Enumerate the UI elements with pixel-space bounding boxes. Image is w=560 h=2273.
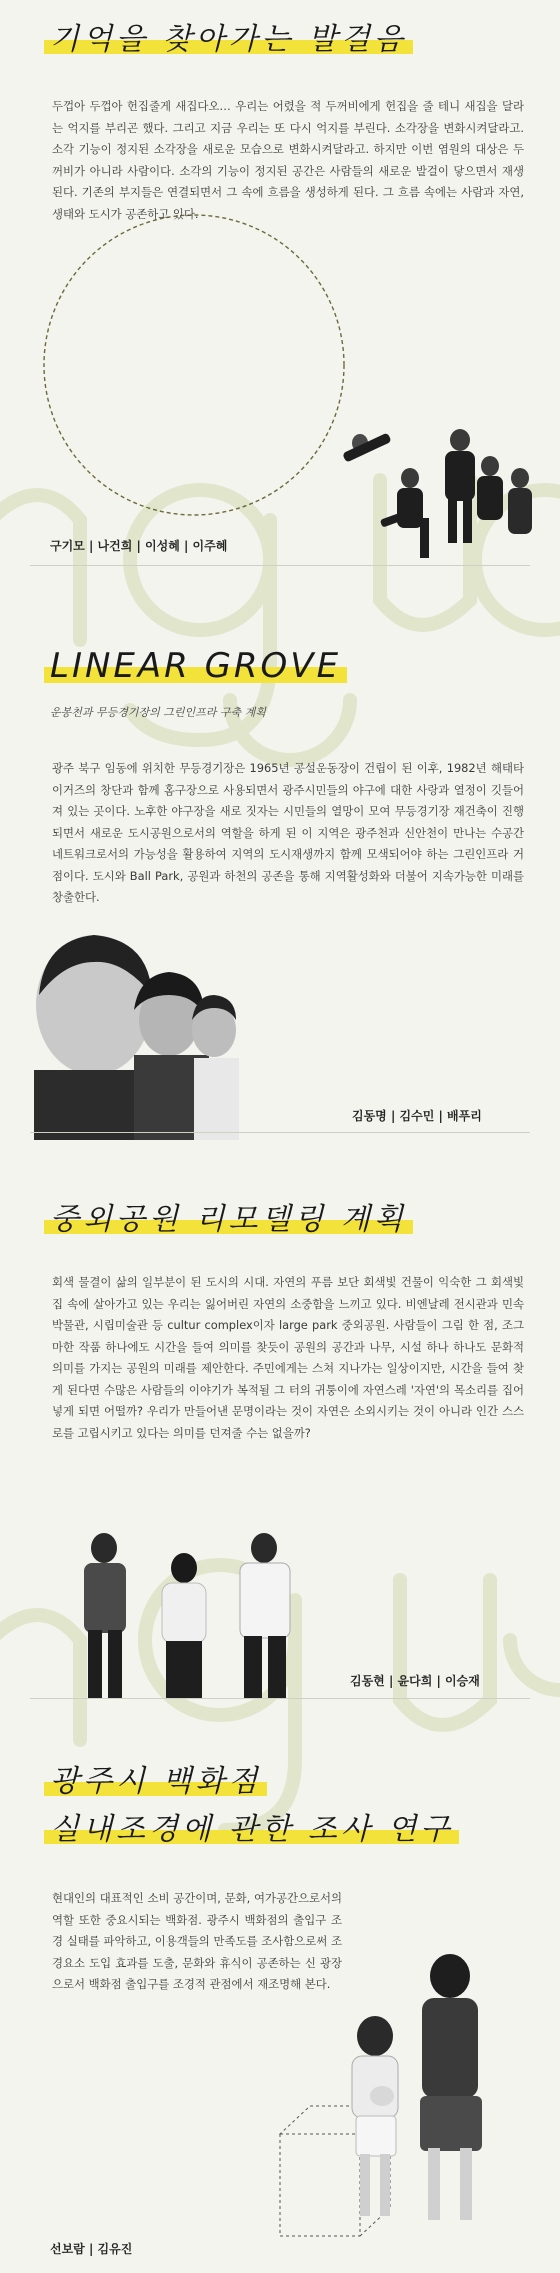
section-4-credits: 선보람 | 김유진: [50, 2242, 133, 2256]
section-2-subtitle: 운봉천과 무등경기장의 그린인프라 구축 계획: [50, 706, 266, 719]
section-2-title: LINEAR GROVE: [44, 646, 347, 686]
section-3-divider: [30, 1698, 530, 1699]
group-photo-1: [330, 418, 540, 568]
section-3-credits: 김동현 | 윤다희 | 이승재: [350, 1674, 480, 1688]
group-photo-3: [44, 1528, 344, 1698]
section-2-credits: 김동명 | 김수민 | 배푸리: [352, 1109, 482, 1123]
section-3-title: 중외공원 리모델링 계획: [44, 1194, 413, 1238]
section-2-divider: [30, 1132, 530, 1133]
group-photo-2: [34, 900, 274, 1140]
section-4-title-line2: 실내조경에 관한 조사 연구: [44, 1804, 459, 1848]
section-4: [0, 1720, 560, 2273]
section-3-body: 회색 물결이 삶의 일부분이 된 도시의 시대. 자연의 푸름 보단 회색빛 건물이 익숙한 그 회색빛 집 속에 살아가고 있는 우리는 잃어버린 자연의 소중함을 느끼고 있다. 비엔날레 전시관과 민속박물관, 시립미술관 등 cultur complex이자 large park 중외공원. 사람들이 그림 한 점, 조그마한 작품 하나에도 시간을 들여 의미를 찾듯이 공원의 공간과 나무, 시설 하나 하나도 문화적 의미를 가지는 공원의 미래를 제안한다. 주민에게는 스쳐 지나가는 일상이지만, 시간을 들여 찾게 된다면 수많은 사람들의 이야기가 복적될 그 터의 귀퉁이에 자연스레 '자연'의 목소리를 집어넣게 되면 어떨까? 우리가 만들어낸 문명이라는 것이 자연은 소외시키는 것이 아니라 인간 스스로를 고립시키고 있다는 의미를 던져줄 수는 없을까?: [52, 1275, 524, 1440]
section-1-title: 기억을 찾아가는 발걸음: [44, 14, 413, 58]
section-3: [0, 1160, 560, 1720]
section-2-body: 광주 북구 임동에 위치한 무등경기장은 1965년 공설운동장이 건립이 된 이후, 1982년 해태타이거즈의 창단과 함께 홈구장으로 사용되면서 광주시민들의 야구에 대한 사랑과 열정이 깃들어져 있는 곳이다. 노후한 야구장을 새로 짓자는 시민들의 열망이 모여 무등경기장 재건축이 진행되면서 새로운 도시공원으로서의 역할을 하게 된 이 지역은 광주천과 신안천이 만나는 수공간 네트워크로서의 가능성을 활용하여 지역의 도시재생까지 함께 모색되어야 하는 그린인프라 거점이다. 도시와 Ball Park, 공원과 하천의 공존을 통해 지역활성화와 더불어 지속가능한 미래를 창출한다.: [52, 761, 524, 904]
group-photo-4: [270, 1906, 530, 2251]
section-1-body: 두껍아 두껍아 헌집줄게 새집다오… 우리는 어렸을 적 두꺼비에게 헌집을 줄 테니 새집을 달라는 억지를 부리곤 했다. 그리고 지금 우리는 또 다시 억지를 부린다. 소각장을 변화시켜달라고. 소각 기능이 정지된 소각장을 새로운 모습으로 변화시켜달라고. 하지만 이번 염원의 대상은 두꺼비가 아니라 사람이다. 소각의 기능이 정지된 공간은 사람들의 새로운 발걸이 닿으면서 재생된다. 기존의 부지들은 연결되면서 그 속에 흐름을 생성하게 된다. 그 흐름 속에는 사람과 자연, 생태와 도시가 공존하고 있다.: [52, 99, 524, 221]
dashed-circle-graphic: [34, 200, 354, 540]
section-1-credits: 구기모 | 나건희 | 이성혜 | 이주혜: [50, 539, 228, 553]
section-4-body: 현대인의 대표적인 소비 공간이며, 문화, 여가공간으로서의 역할 또한 중요시되는 백화점. 광주시 백화점의 출입구 조경 실태를 파악하고, 이용객들의 만족도를 조사함으로써 조경요소 도입 효과를 도출, 문화와 휴식이 공존하는 신 광장으로서 백화점 출입구를 조경적 관점에서 재조명해 본다.: [52, 1891, 342, 1991]
section-1-divider: [30, 565, 530, 566]
section-1: [0, 0, 560, 553]
section-2: [0, 600, 560, 1160]
section-4-title-line1: 광주시 백화점: [44, 1756, 267, 1800]
